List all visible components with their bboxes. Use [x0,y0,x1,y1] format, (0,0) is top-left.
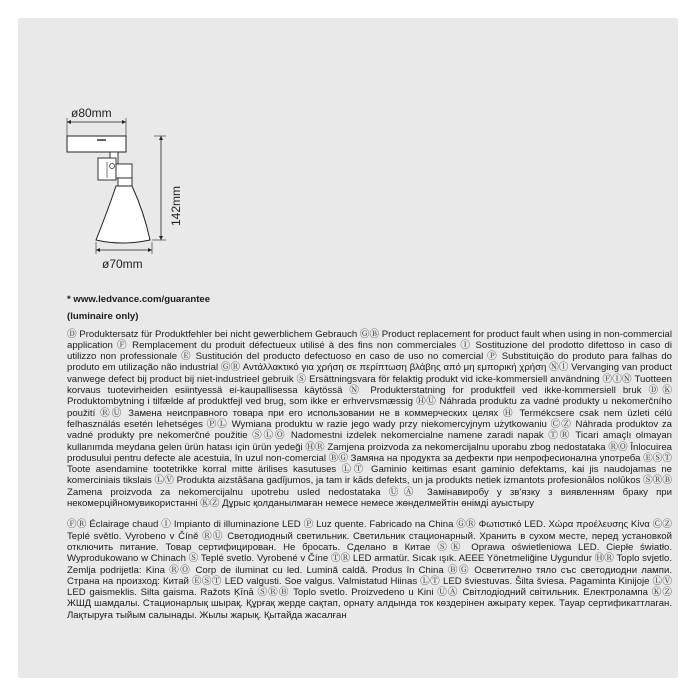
top-width-label: ø80mm [71,106,112,120]
luminaire-note: (luminaire only) [67,311,139,323]
legal-text-block [67,294,672,621]
light-info-paragraph: ⒻⓇ Éclairage chaud Ⓘ Impianto di illuminazione LED Ⓟ Luz quente. Fabricado na China ⒼⓇ Φωτιστικό LED. Χώρα προέλευσης Κίνα ⒸⓏ Teplé světlo. Vyrobeno v Číně ⓇⓊ Светодиодный светильник. Светильник стационарный. Хранить в сухом месте, перед установкой отключить питание. Товар сертифицирован. Не бросать. Сделано в Китае ⓈⓀ Oprawa oświetleniowa LED. Ciepłe światło. Wyprodukowano w Chinach Ⓢ Teplé svetlo. Vyrobené v Číne ⓉⓇ LED armatür. Sıcak ışık. AEEE Yönetmeliğine Uygundur ⒽⓇ Toplo svjetlo. Zemlja podrijetla: Kina ⓇⓄ Corp de iluminat cu led. Lumină caldă. Produs în China ⒷⒼ Осветително тяло със светодиодни лампи. Страна на произход: Китай ⒺⓈⓉ LED valgusti. Soe valgus. Valmistatud Hiinas ⓁⓉ LED šviestuvas. Šilta šviesa. Pagaminta Kinijoje ⓁⓋ LED gaismeklis. Silta gaisma. Ražots Ķīnā ⓈⓇⒷ Toplo svetlo. Proizvedeno u Kini ⓊⒶ Світлодіодний світильник. Електролампа ⓀⓏ ЖШД шамдалы. Стационарлық шырақ. Құрғақ жерде сақтап, орнату алдында ток көздерінен ажырату керек. Тауар сертификаттлаган. Лақтыруға тыйым салынады. Жылы жарық. Қытайда жасалған [67,519,672,621]
luminaire-dimension-drawing [54,92,214,282]
warranty-paragraph: Ⓓ Produktersatz für Produktfehler bei nicht gewerblichem Gebrauch ⒼⒷ Product replacement for product fault when using in non-commercial application Ⓕ Remplacement du produit défectueux utilisé à des fins non commerciales Ⓘ Sostituzione del prodotto difettoso in caso di utilizzo non professionale Ⓔ Sustitución del producto defectuoso en caso de uso no comercial Ⓟ Substituição do produto para falhas do produto em utilização não industrial ⒼⓇ Αντάλλακτικό για χρήση σε περίπτωση βλάβης από μη εμπορική χρήση Ⓝⓛ Vervanging van product vanwege defect bij product bij niet-industrieel gebruik Ⓢ Ersättningsvara för felaktig produkt vid icke-kommersiell användning ⒻⒾⓃ Tuotteen korvaus tuotevirheiden esiintyessä ei-kaupallisessa käytössä Ⓝ Produkterstatning for produktfeil ved ikke-kommersiell bruk ⒹⓀ Produktombytning i tilfælde af produktfejl ved brug, som ikke er erhvervsmæssig ⒽⓊ Náhrada produktu za vadné produkty u nekomerčního použití ⓇⓊ Замена неисправного товара при его использовании не в коммерческих целях Ⓗ Termékcsere csak nem üzleti célú felhasználás esetén lehetséges ⓅⓁ Wymiana produktu w razie jego wady przy niekomercyjnym użytkowaniu ⒸⓏ Náhrada produktov za vadné produkty pre nekomerčné použitie ⓈⓁⓄ Nadomestni izdelek nekomercialne namene zaradi napak ⓉⓇ Ticari amaçlı olmayan kullanımda meydana gelen ürün hatası için ürün yedeği ⒽⓇ Zamjena proizvoda za nekomercijalnu uporabu zbog nedostataka ⓇⓄ Înlocuirea produsului pentru defecte ale acestuia, în uzul non-comercial ⒷⒼ Замяна на продукта за дефекти при непрофесионална употреба ⒺⓈⓉ Toote asendamine tootetrikke korral mitte ärilises kasutuses ⓁⓉ Gaminio keitimas esant gaminio defektams, kai jis naudojamas ne komerciniais tikslais ⓁⓋ Produkta aizstāšana gadījumos, ja tam ir kāds defekts, un ja produkts netiek izmantots profesionālos nolūkos ⓈⓇⒷ Zamena proizvoda za nekomercijalnu upotrebu usled nedostataka ⓊⒶ Замінавиробу у зв'язку з виявленням браку при некомерційномувикористанні ⓀⓏ Дұрыс қолданылмаған немесе немесе жөнделмейтін өнімді ауыстыру [67,328,672,510]
guarantee-url: * www.ledvance.com/guarantee [67,294,211,305]
bottom-width-label: ø70mm [102,257,143,271]
height-label: 142mm [169,185,183,226]
spec-panel [18,18,678,678]
